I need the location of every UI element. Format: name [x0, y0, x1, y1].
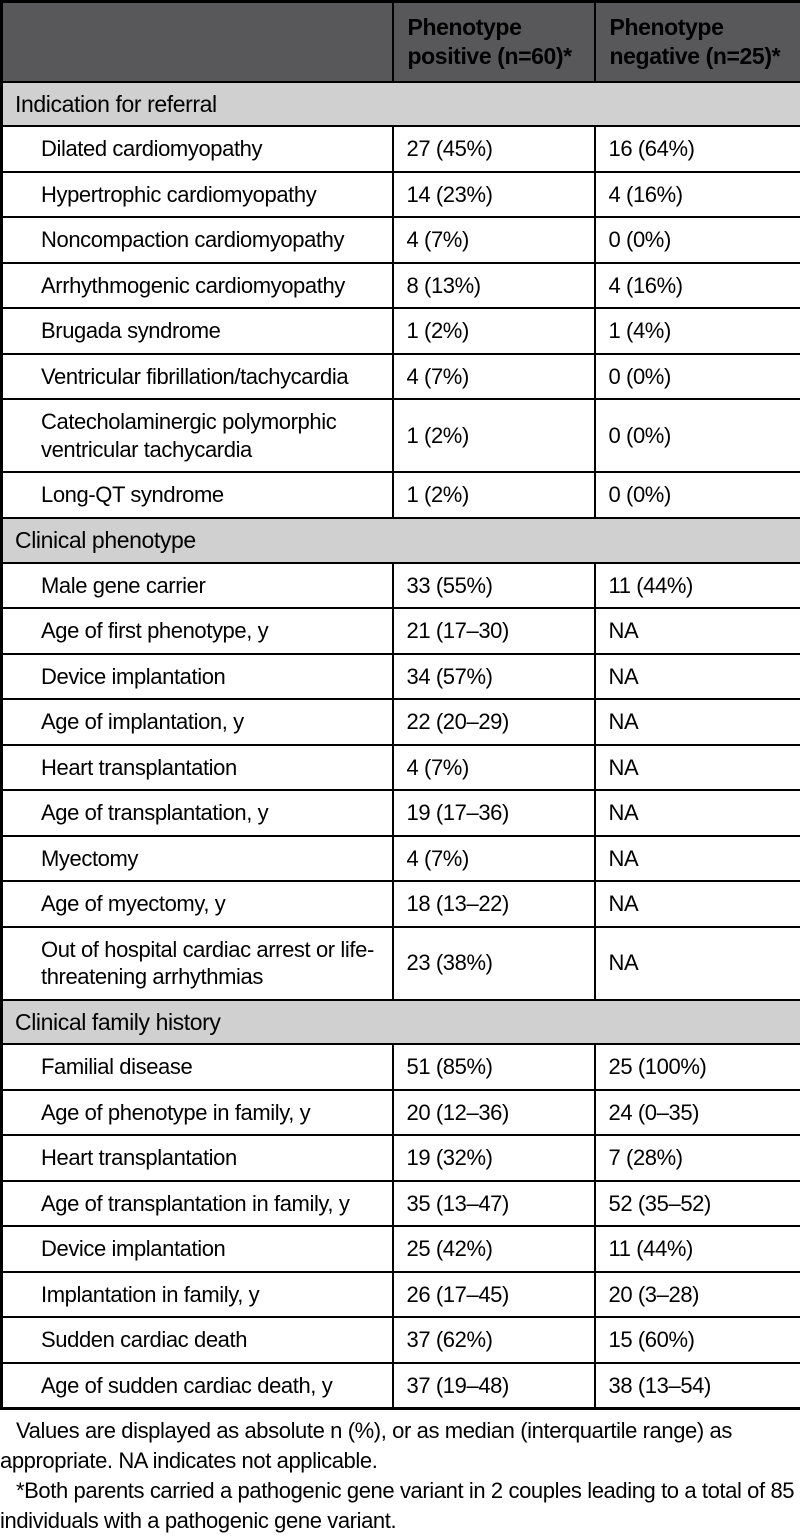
row-label: Age of sudden cardiac death, y — [2, 1363, 393, 1409]
table-row — [2, 745, 800, 791]
table-row — [2, 563, 800, 609]
positive-value: 26 (17–45) — [393, 1272, 595, 1318]
header-cell-phenotype-positive: Phenotype positive (n=60)* — [393, 2, 595, 82]
negative-value: NA — [595, 745, 800, 791]
table-header — [2, 2, 800, 82]
positive-value: 27 (45%) — [393, 126, 595, 172]
row-label: Brugada syndrome — [2, 308, 393, 354]
section-row — [2, 1000, 800, 1045]
positive-value: 37 (62%) — [393, 1317, 595, 1363]
positive-value: 35 (13–47) — [393, 1181, 595, 1227]
table-row — [2, 354, 800, 400]
row-label: Hypertrophic cardiomyopathy — [2, 172, 393, 218]
table-row — [2, 836, 800, 882]
table-row — [2, 1181, 800, 1227]
negative-value: 16 (64%) — [595, 126, 800, 172]
negative-value: 0 (0%) — [595, 354, 800, 400]
row-label: Arrhythmogenic cardiomyopathy — [2, 263, 393, 309]
table-row — [2, 881, 800, 927]
row-label: Familial disease — [2, 1044, 393, 1090]
negative-value: NA — [595, 881, 800, 927]
positive-value: 4 (7%) — [393, 217, 595, 263]
positive-value: 20 (12–36) — [393, 1090, 595, 1136]
positive-value: 4 (7%) — [393, 354, 595, 400]
positive-value: 23 (38%) — [393, 927, 595, 1000]
negative-value: 1 (4%) — [595, 308, 800, 354]
row-label: Age of first phenotype, y — [2, 608, 393, 654]
table-row — [2, 1317, 800, 1363]
negative-value: NA — [595, 836, 800, 882]
table-row — [2, 399, 800, 472]
negative-value: 7 (28%) — [595, 1135, 800, 1181]
negative-value: NA — [595, 699, 800, 745]
positive-value: 1 (2%) — [393, 308, 595, 354]
table-row — [2, 927, 800, 1000]
positive-value: 22 (20–29) — [393, 699, 595, 745]
row-label: Sudden cardiac death — [2, 1317, 393, 1363]
table-row — [2, 608, 800, 654]
table-row — [2, 1090, 800, 1136]
negative-value: 24 (0–35) — [595, 1090, 800, 1136]
negative-value: 20 (3–28) — [595, 1272, 800, 1318]
positive-value: 4 (7%) — [393, 836, 595, 882]
positive-value: 33 (55%) — [393, 563, 595, 609]
table-row — [2, 217, 800, 263]
table-row — [2, 1363, 800, 1409]
table-row — [2, 1044, 800, 1090]
table-row — [2, 172, 800, 218]
negative-value: 38 (13–54) — [595, 1363, 800, 1409]
positive-value: 8 (13%) — [393, 263, 595, 309]
positive-value: 19 (17–36) — [393, 790, 595, 836]
negative-value: 52 (35–52) — [595, 1181, 800, 1227]
table-body — [2, 82, 800, 1409]
row-label: Age of transplantation in family, y — [2, 1181, 393, 1227]
section-row — [2, 518, 800, 563]
row-label: Out of hospital cardiac arrest or life-threatening arrhythmias — [2, 927, 393, 1000]
section-title: Indication for referral — [2, 82, 800, 127]
table-row — [2, 472, 800, 518]
negative-value: 15 (60%) — [595, 1317, 800, 1363]
negative-value: 0 (0%) — [595, 217, 800, 263]
row-label: Heart transplantation — [2, 1135, 393, 1181]
negative-value: NA — [595, 927, 800, 1000]
row-label: Long-QT syndrome — [2, 472, 393, 518]
table-row — [2, 263, 800, 309]
section-title: Clinical phenotype — [2, 518, 800, 563]
header-row — [2, 2, 800, 82]
row-label: Implantation in family, y — [2, 1272, 393, 1318]
negative-value: 11 (44%) — [595, 1226, 800, 1272]
positive-value: 19 (32%) — [393, 1135, 595, 1181]
row-label: Age of phenotype in family, y — [2, 1090, 393, 1136]
footnote-asterisk-note: *Both parents carried a pathogenic gene variant in 2 couples leading to a total of 85 individuals with a pathogenic gene variant. — [0, 1476, 800, 1536]
table-row — [2, 699, 800, 745]
positive-value: 34 (57%) — [393, 654, 595, 700]
row-label: Male gene carrier — [2, 563, 393, 609]
section-title: Clinical family history — [2, 1000, 800, 1045]
positive-value: 4 (7%) — [393, 745, 595, 791]
positive-value: 1 (2%) — [393, 472, 595, 518]
table-row — [2, 1135, 800, 1181]
row-label: Catecholaminergic polymorphic ventricular tachycardia — [2, 399, 393, 472]
negative-value: NA — [595, 654, 800, 700]
positive-value: 37 (19–48) — [393, 1363, 595, 1409]
negative-value: 4 (16%) — [595, 172, 800, 218]
table-row — [2, 126, 800, 172]
table-row — [2, 654, 800, 700]
table-row — [2, 308, 800, 354]
row-label: Device implantation — [2, 654, 393, 700]
row-label: Age of transplantation, y — [2, 790, 393, 836]
header-cell-phenotype-negative: Phenotype negative (n=25)* — [595, 2, 800, 82]
positive-value: 51 (85%) — [393, 1044, 595, 1090]
positive-value: 14 (23%) — [393, 172, 595, 218]
negative-value: 4 (16%) — [595, 263, 800, 309]
row-label: Dilated cardiomyopathy — [2, 126, 393, 172]
negative-value: 11 (44%) — [595, 563, 800, 609]
negative-value: 0 (0%) — [595, 472, 800, 518]
table-footnotes — [0, 1410, 800, 1540]
row-label: Myectomy — [2, 836, 393, 882]
positive-value: 21 (17–30) — [393, 608, 595, 654]
negative-value: NA — [595, 790, 800, 836]
row-label: Age of implantation, y — [2, 699, 393, 745]
table-row — [2, 790, 800, 836]
row-label: Device implantation — [2, 1226, 393, 1272]
table-row — [2, 1272, 800, 1318]
section-row — [2, 82, 800, 127]
negative-value: 25 (100%) — [595, 1044, 800, 1090]
header-cell-empty — [2, 2, 393, 82]
negative-value: 0 (0%) — [595, 399, 800, 472]
positive-value: 1 (2%) — [393, 399, 595, 472]
negative-value: NA — [595, 608, 800, 654]
row-label: Heart transplantation — [2, 745, 393, 791]
positive-value: 25 (42%) — [393, 1226, 595, 1272]
row-label: Ventricular fibrillation/tachycardia — [2, 354, 393, 400]
table-row — [2, 1226, 800, 1272]
row-label: Age of myectomy, y — [2, 881, 393, 927]
positive-value: 18 (13–22) — [393, 881, 595, 927]
footnote-values-note: Values are displayed as absolute n (%), or as median (interquartile range) as appropriate. NA indicates not applicable. — [0, 1416, 800, 1476]
row-label: Noncompaction cardiomyopathy — [2, 217, 393, 263]
